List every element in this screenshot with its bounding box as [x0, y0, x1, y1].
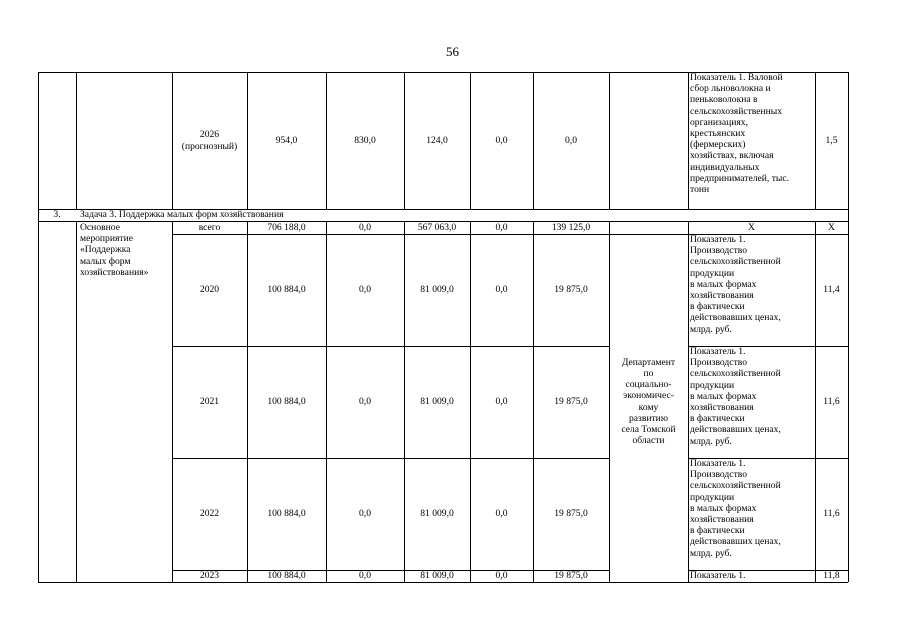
measure-name: Основное мероприятие «Поддержка малых форм хозяйствования»: [80, 222, 149, 278]
regional-budget-cell: 81 009,0: [420, 570, 454, 582]
total-cell: 954,0: [275, 134, 298, 146]
indicator-cell: Показатель 1.: [690, 570, 746, 581]
indicator-value-cell: 11,6: [823, 396, 840, 408]
indicator-cell: Х: [748, 221, 755, 233]
local-budget-cell: 0,0: [495, 284, 508, 296]
regional-budget-cell: 81 009,0: [420, 508, 454, 520]
indicator-value-cell: Х: [828, 221, 835, 233]
executor-cell: Департамент по социально- экономичес- кому развитию села Томской области: [621, 356, 676, 447]
federal-budget-cell: 0,0: [359, 570, 371, 582]
federal-budget-cell: 0,0: [359, 284, 371, 296]
task-title: Задача 3. Поддержка малых форм хозяйствования: [80, 209, 284, 220]
indicator-cell: Показатель 1. Валовой сбор льноволокна и пеньковолокна в сельскохозяйственных организациях, крестьянских (фермерских) хозяйствах, включая индивидуальных предпринимателей, тыс. тонн: [690, 72, 790, 196]
indicator-value-cell: 1,5: [825, 134, 838, 146]
other-sources-cell: 0,0: [565, 134, 577, 146]
regional-budget-cell: 124,0: [426, 134, 448, 146]
column-divider: [609, 72, 610, 209]
local-budget-cell: 0,0: [495, 134, 508, 146]
local-budget-cell: 0,0: [495, 570, 508, 582]
column-divider: [76, 221, 77, 582]
page-number: 56: [446, 44, 459, 59]
year-cell: 2026 (прогнозный): [181, 129, 238, 152]
total-cell: 100 884,0: [267, 570, 306, 582]
total-cell: 706 188,0: [267, 221, 306, 233]
local-budget-cell: 0,0: [495, 508, 508, 520]
federal-budget-cell: 0,0: [359, 221, 371, 233]
other-sources-cell: 19 875,0: [554, 570, 588, 582]
local-budget-cell: 0,0: [495, 396, 508, 408]
total-cell: 100 884,0: [267, 396, 306, 408]
total-cell: 100 884,0: [267, 284, 306, 296]
local-budget-cell: 0,0: [495, 221, 508, 233]
indicator-value-cell: 11,6: [823, 508, 840, 520]
year-cell: всего: [198, 221, 221, 233]
year-cell: 2021: [199, 396, 220, 408]
task-number: 3.: [53, 209, 61, 221]
other-sources-cell: 19 875,0: [554, 508, 588, 520]
column-divider: [38, 72, 39, 582]
federal-budget-cell: 830,0: [354, 134, 376, 146]
table-border-bottom: [38, 582, 848, 583]
indicator-cell: Показатель 1. Производство сельскохозяйственной продукции в малых формах хозяйствования в фактически действовавших ценах, млрд. руб.: [690, 346, 781, 447]
total-cell: 100 884,0: [267, 508, 306, 520]
year-cell: 2020: [199, 284, 220, 296]
indicator-cell: Показатель 1. Производство сельскохозяйственной продукции в малых формах хозяйствования в фактически действовавших ценах, млрд. руб.: [690, 234, 781, 335]
other-sources-cell: 139 125,0: [551, 221, 591, 233]
regional-budget-cell: 81 009,0: [420, 396, 454, 408]
other-sources-cell: 19 875,0: [554, 284, 588, 296]
year-cell: 2022: [199, 508, 220, 520]
column-divider: [76, 72, 77, 209]
other-sources-cell: 19 875,0: [554, 396, 588, 408]
regional-budget-cell: 81 009,0: [420, 284, 454, 296]
regional-budget-cell: 567 063,0: [417, 221, 457, 233]
table-border-right: [848, 72, 849, 582]
federal-budget-cell: 0,0: [359, 396, 371, 408]
indicator-value-cell: 11,8: [823, 570, 840, 582]
federal-budget-cell: 0,0: [359, 508, 371, 520]
indicator-value-cell: 11,4: [823, 284, 840, 296]
indicator-cell: Показатель 1. Производство сельскохозяйственной продукции в малых формах хозяйствования в фактически действовавших ценах, млрд. руб.: [690, 458, 781, 559]
year-cell: 2023: [199, 570, 220, 582]
